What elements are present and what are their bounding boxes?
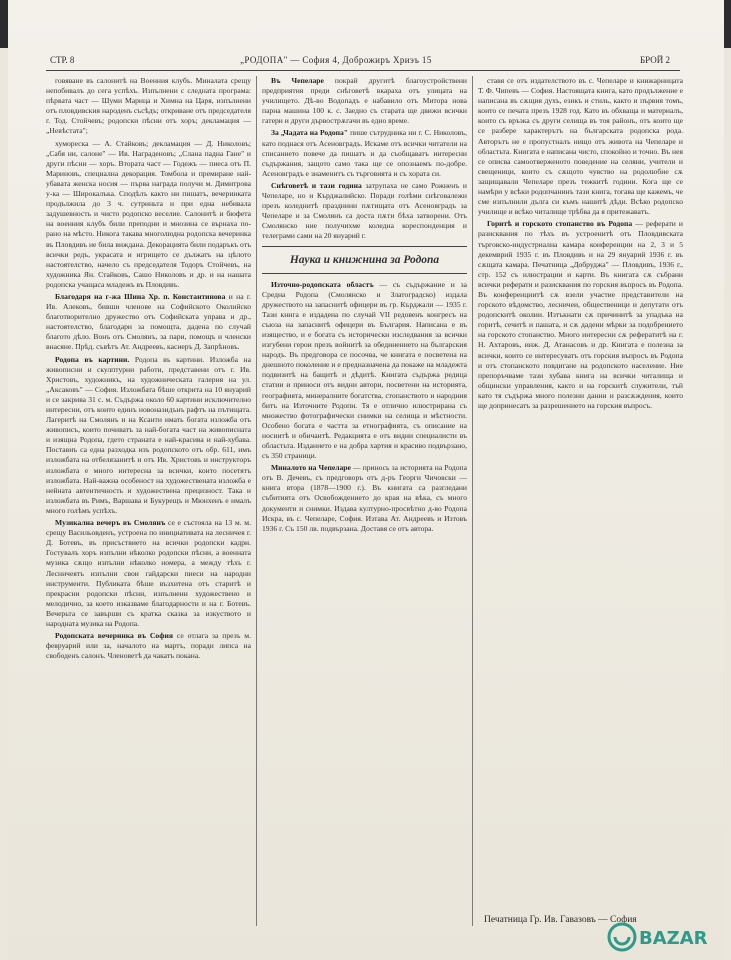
article-text: и на г. Ив. Алековъ, бивши членове на Софийското Околийско благотворително дружество отъ Софийската управа и др., настоятелство, благодари за помощта, дадена по случай благото дѣло. Вонъ отъ Смолянъ, за пари, помощъ и членски внасяне. Прѣд. съвѣтъ Ат. Андреевъ, касиеръ Д. Запрѣновъ.: [46, 291, 251, 352]
article-heading: Горитѣ и горското стопанство въ Родопа: [487, 219, 633, 229]
column-divider: [472, 76, 473, 926]
article-text: покрай другитѣ благоустройствени предприятия преди снѣговетѣ вкараха отъ улицата на училището. Дѣ-во Водопадъ е набавило отъ Митора нова парна машина 100 к. с. Заедно съ старата ще движи всички гатери и други дървострѫгачи въ едно време.: [262, 76, 467, 126]
issue-number: БРОЙ 2: [639, 55, 670, 65]
article-text: — принось за историята на Родопа отъ В. Дечевъ, съ предговоръ отъ д-ръ Георги Чичовски — книга втора (1878—1900 г.). Въ книгата са разгледани събитията отъ Освобождението до края на вѣка, съ много документи и снимки. Издава културно-просвѣтно д-во Родопа Искра, въ с. Чепеларе, София. Изтава Ат. Андреевъ и Изтовъ 1936 г. Съ 150 лв. подвързана. Доставя се отъ автора.: [262, 463, 467, 533]
logo-ring: [609, 924, 635, 950]
article-heading: За „Чадата на Родопа": [271, 128, 349, 138]
article-text: — съ съдържание и за Средна Родопа (Смолянско и Златоградско) издала дружеството на запаснитѣ офицери въ гр. Кърджали — 1935 г. Тази книга е издадена по случай VII редовенъ конгресъ на съюза на запаснитѣ офицери въ България. Написана е въ изящество, и е богата съ исторически изследвания за всички изгубени герои презъ войнитѣ за обединението на българския народъ. Въ предговора се посочва, че книгата е посветена на днешното поколение и е предназначена да покаже на младежта подвизитѣ на бащитѣ и дѣдитѣ. Книгата съдържа редица статии и приноси отъ видни автори, посветени на историята, географията, минералните богатства, стопанството и народния битъ на Източните Родопи. Тя е отлично илюстрирана съ множество фотографически снимки на селища и мѣстности. Особено богата е частта за етнографията, съ описание на носиитѣ и обичаитѣ. Редакцията е отъ видни специалисти въ областьта. Изданието е на добра хартия и красиво подвързано, съ 350 страници.: [262, 279, 467, 461]
article-text: се е състояла на 13 м. м. срещу Васильовденъ, устроена по инициативата на лесничея г. Д. Ботевъ, въ присъствието на всички родопски кадри. Гостувалъ хоръ изпълни нѣколко родопски пѣсни, а военната музика сѫщо изпълни нѣколко номера, а между тѣхъ г. Лесничеятъ изпълни свои гайдарски пиеси на народни инструменти. Публиката бѣше възхитена отъ старитѣ и прекрасни родопски пѣсни, изпълнени художествено и мелодично, за което изказваме благодарности и на г. Ботевъ. Вечерьта се завърши съ кратка сказка за изкуството и народната музика на Родопа.: [46, 518, 251, 628]
article-text: говяване въ салонитѣ на Военния клубъ. Миналата срещу непобивалъ до сега успѣхъ. Изпълнени с следната програма: пѣрвата част — Шуми Марица и Химна на Царя, изпълнени отъ пловдивския народенъ съсѣдъ; откриване отъ председателя г. Тод. Стойчевъ; родопски пѣсни отъ хоръ; декламация — „Невѣстата";: [46, 76, 251, 136]
article-heading: Снѣговетѣ и тази година: [271, 180, 362, 190]
article-text: затрупаха не само Рожненъ и Чепеларе, но и Кърджалийско. Поради голѣми снѣговалежи презъ коледнитѣ празднини пѫтищата отъ Асеновградъ за Чепеларе и за Смолянъ са доста пѫти бѣха затворени. Отъ Смолянско ние получихме коледна кореспонденция и телеграми сами на 20 януарий г.: [262, 180, 467, 241]
column-3: [478, 76, 683, 936]
printer-footer: Печатница Гр. Ив. Гавазовъ — София: [484, 915, 637, 925]
logo-text: BAZAR: [639, 928, 708, 949]
page-number: СТР. 8: [50, 55, 75, 65]
article-heading: Благодаря на г-жа Шина Хр. п. Константинова: [55, 291, 226, 301]
article-heading: Източно-родопската областъ: [271, 279, 374, 289]
article-text: пише сътрудника ни г. С. Николовъ, като поднася отъ Асеновградъ. Искаме отъ всички читатели на списанието повече да пишатъ и да съобщаватъ интересни съдържания, защото само така ще се опознаемъ по-добре. Асеновградъ е знаменитъ съ търговията и съ хората си.: [262, 128, 467, 178]
article-heading: Родопската вечеринка въ София: [55, 631, 173, 641]
article-heading: Музикална вечеръ въ Смолянъ: [55, 518, 166, 528]
header-divider: [46, 70, 680, 71]
article-text: ставя се отъ издателството въ с. Чепеларе и книжарницата Т. Ф. Чипевъ — София. Настоящата книга, като продължение е написана въ сѫщия духъ, езикъ и стиль, както и първия томъ, които се печата презъ 1928 год. Като въ обхваща и материалъ, които съ връзка съ други селища въ тоя районъ, отъ които ще се разбере характерътъ на българската родопска рода. Авторътъ не е пропустналъ нищо отъ живота на Чепеларе и областьта. Книгата е написана чисто, спокойно и точно. Въ нея се описва самоотверженото поведение на селяни, учители и свещеници, които съ сѫщото чувство на родолюбие сѫ защищавали Чепеларе презъ тежкитѣ години. Кога ще се намѣри у всѣки родопчанинъ тази книга, тогава ще кажемъ, че сме изпълнили дълга си къмъ нашитѣ дѣди. Всѣко родопско училище и всѣко читалище трѣбва да я притежаватъ.: [478, 76, 683, 217]
article-text: се отлага за презъ м. февруарий или за, началото на мартъ, поради липса на свободенъ салонъ. Членоветѣ да чакатъ покана.: [46, 631, 251, 661]
logo-smile: [615, 937, 629, 944]
article-text: — реферати и разисквания по тѣхъ въ устроенитѣ отъ Пловдивската търговско-индустриална камара конференции на 2, 3 и 5 декемврий 1935 г. въ Пловдивъ и на 29 януарий 1936 г. въ сѫщата камара. Печатница „Добруджа" — Пловдивъ, 1936 г., стр. 152 съ илюстрации и карти. Въ книгата сѫ събрани всички реферати и разисквания по горския въпросъ въ Родопа. Въ конференциитѣ сѫ взели участие представители на горското вѣдомство, лесничеи, общественици и депутати отъ родопскитѣ околии. Изтъкнати сѫ причинитѣ за упадъка на горитѣ, сечитѣ и пашата, и сѫ дадени мѣрки за подобрението на горското стопанство. Много интересни сѫ рефератитѣ на г. Н. Ахтаровъ, инж. Д. Атанасовъ и др. Книгата е полезна за всички, които се интересуватъ отъ горския въпросъ въ Родопа и отъ стопанското повдигане на родопското население. Ние препоръчваме тази хубава книга на всички читалища и общински управления, както и на горскитѣ служители, тъй като тя съдържа много полезни данни и разсѫждения, които ще допринесатъ за разрешението на горския въпросъ.: [478, 219, 683, 410]
column-divider: [256, 76, 257, 926]
page-header: [50, 53, 670, 67]
article-heading: Родопа въ картини.: [55, 354, 130, 364]
bazar-logo: [605, 918, 723, 956]
section-heading: Наука и книжнина за Родопа: [262, 246, 467, 274]
column-2: [262, 76, 467, 946]
masthead-title: „РОДОПА" — София 4, Доброжиръ Хриэъ 15: [240, 55, 432, 65]
article-text: Родопа въ картини. Изложба на живописни и скулптурни работи, представени отъ г. Ив. Христовъ, художникъ, на художническата галерия на ул. „Аксаковъ" — София. Изложбата бѣше открита на 10 януарий и се закрива 31 с. м. Съдържа около 60 картини исключително интересни, отъ които единъ новоназидънъ рафтъ на пътищата. Лагеритѣ на Смолянъ и на Ксанти имать богата изложба отъ живописъ, които почиватъ за най-богата част на живописната и изящна Родопа, гдето страната е най-красива и най-хубава. Поставиъ са една разходка изъ родопското отъ обр. 611, имъ изложбата на отбелязанитѣ и отъ Ив. Христовъ и инструкторъ изложбата е много интересна за всички, които посетятъ изложбата. Най-важна особеност на художествената изложба е нейната автентичность и художествена прецизност. Така и изложбата въ Римъ, Варшава и Букурещъ и Мюнхенъ е ималъ много голѣмъ успѣхъ.: [46, 354, 251, 515]
article-heading: Миналото на Чепеларе: [271, 463, 351, 473]
article-heading: Въ Чепеларе: [271, 76, 324, 85]
column-1: [46, 76, 251, 940]
article-text: хумореска — А. Стайковъ; декламация — Д. Николовъ; „Сабя ни, салоне" — Ив. Награденовъ; „Слана падна Гане" и други пѣсни — хоръ. Втората част — Годежъ — пиеса отъ П. Мариновъ, специална декорация. Томбола и премиране най-убавата женска носия — първа награда получи м. Димитрова у-ка — Широкалъка. Сподѣлъ както ни пишатъ, вечеринката продължила до 3 ч. сутриньта и при една небивала задушевность и чисто родопско веселие. Салонитѣ и бюфета на военния клубъ били преподни и мнозина се върнаха по-рано на мѣсто. Никога такава многолюдна родопска вечеринка въ Пловдивъ не била виждана. Декорацията били подаръкъ отъ всички редъ, украсата и игрището се дължатъ на цѣлото настоятелство, начело съ председателя Тодоръ Стойчевъ, на художника Ян. Стайковъ, Сашо Николовъ и др. и на нашата родопска учащаса младежъ въ Пловдивъ.: [46, 138, 251, 289]
